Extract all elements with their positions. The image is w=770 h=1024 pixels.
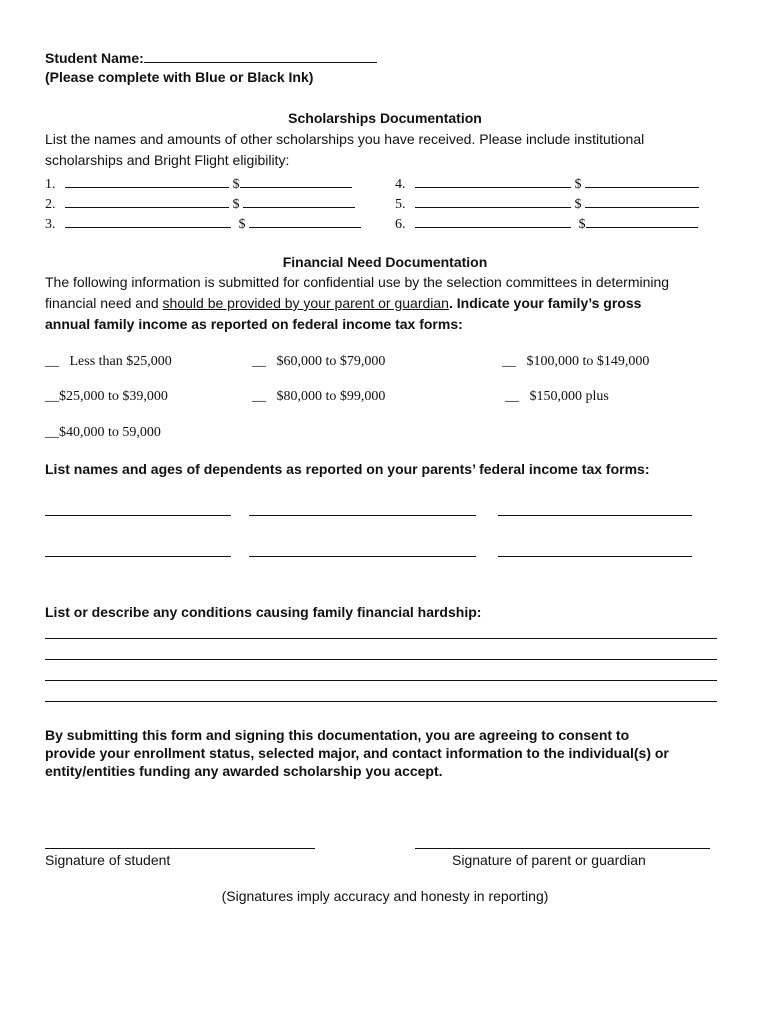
- scholarship-row-1: [45, 173, 352, 193]
- parent-signature-line[interactable]: [415, 848, 710, 849]
- financial-need-title: Financial Need Documentation: [282, 254, 488, 270]
- income-option-60k-79k[interactable]: [252, 354, 385, 370]
- hardship-line[interactable]: [45, 680, 717, 681]
- income-option-under-25k[interactable]: [45, 354, 172, 370]
- student-signature-label: Signature of student: [45, 852, 171, 868]
- scholarship-row-4: [395, 173, 699, 193]
- checkbox-blank[interactable]: __: [252, 354, 266, 369]
- scholarship-amount-line[interactable]: [249, 213, 361, 228]
- dollar-sign: $: [238, 217, 246, 232]
- consent-line-2: provide your enrollment status, selected major, and contact information to the individual(s) or: [45, 745, 669, 761]
- ink-note: (Please complete with Blue or Black Ink): [45, 69, 314, 85]
- scholarship-name-line[interactable]: [415, 173, 571, 188]
- scholarship-amount-line[interactable]: [586, 213, 698, 228]
- income-option-label: $25,000 to $39,000: [59, 389, 168, 404]
- dollar-sign: $: [574, 177, 582, 192]
- income-option-label: Less than $25,000: [69, 354, 172, 369]
- dollar-sign: $: [232, 197, 240, 212]
- consent-line-3: entity/entities funding any awarded scholarship you accept.: [45, 763, 443, 779]
- dependent-line[interactable]: [249, 556, 476, 557]
- row-number: 5.: [395, 197, 406, 212]
- income-option-40k-59k[interactable]: [45, 425, 161, 441]
- scholarship-amount-line[interactable]: [585, 173, 699, 188]
- income-option-label: $80,000 to $99,000: [276, 389, 386, 404]
- scholarship-amount-line[interactable]: [243, 193, 355, 208]
- scholarship-row-3: [45, 213, 361, 233]
- scholarship-amount-line[interactable]: [240, 173, 352, 188]
- hardship-line[interactable]: [45, 659, 717, 660]
- dependent-line[interactable]: [45, 556, 231, 557]
- financial-intro-3: annual family income as reported on federal income tax forms:: [45, 316, 463, 332]
- scholarship-name-line[interactable]: [415, 213, 571, 228]
- student-name-input-line[interactable]: [144, 48, 377, 63]
- scholarship-name-line[interactable]: [415, 193, 571, 208]
- student-name-label: Student Name:: [45, 50, 144, 66]
- hardship-line[interactable]: [45, 701, 717, 702]
- scholarships-instructions-1: List the names and amounts of other scholarships you have received. Please include institutional: [45, 131, 645, 147]
- dependents-label: List names and ages of dependents as reported on your parents’ federal income tax forms:: [45, 461, 650, 477]
- scholarship-amount-line[interactable]: [585, 193, 699, 208]
- financial-intro-2a: financial need and: [45, 295, 163, 311]
- signature-note: (Signatures imply accuracy and honesty in reporting): [221, 888, 549, 904]
- income-option-label: $100,000 to $149,000: [526, 354, 650, 369]
- row-number: 6.: [395, 217, 406, 232]
- scholarships-title: Scholarships Documentation: [288, 110, 482, 126]
- hardship-label: List or describe any conditions causing family financial hardship:: [45, 604, 482, 620]
- consent-line-1: By submitting this form and signing this documentation, you are agreeing to consent to: [45, 727, 630, 743]
- dollar-sign: $: [578, 217, 586, 232]
- dependent-line[interactable]: [45, 515, 231, 516]
- checkbox-blank[interactable]: __: [45, 425, 59, 440]
- parent-signature-label: Signature of parent or guardian: [452, 852, 646, 868]
- row-number: 1.: [45, 177, 56, 192]
- hardship-line[interactable]: [45, 638, 717, 639]
- student-signature-line[interactable]: [45, 848, 315, 849]
- checkbox-blank[interactable]: __: [45, 354, 59, 369]
- parent-guardian-note: should be provided by your parent or guardian: [162, 295, 449, 311]
- dependent-line[interactable]: [249, 515, 476, 516]
- dollar-sign: $: [574, 197, 582, 212]
- financial-intro-2b: . Indicate your family’s gross: [448, 295, 642, 311]
- dollar-sign: $: [232, 177, 240, 192]
- income-option-100k-149k[interactable]: [502, 354, 649, 370]
- scholarship-row-2: [45, 193, 355, 213]
- checkbox-blank[interactable]: __: [252, 389, 266, 404]
- row-number: 3.: [45, 217, 56, 232]
- income-option-80k-99k[interactable]: [252, 389, 385, 405]
- row-number: 4.: [395, 177, 406, 192]
- scholarship-row-6: [395, 213, 698, 233]
- dependent-line[interactable]: [498, 556, 692, 557]
- dependent-line[interactable]: [498, 515, 692, 516]
- scholarship-name-line[interactable]: [65, 173, 229, 188]
- income-option-label: $150,000 plus: [529, 389, 609, 404]
- scholarship-name-line[interactable]: [65, 193, 229, 208]
- income-option-25k-39k[interactable]: [45, 389, 168, 405]
- income-option-150k-plus[interactable]: [505, 389, 609, 405]
- checkbox-blank[interactable]: __: [505, 389, 519, 404]
- checkbox-blank[interactable]: __: [45, 389, 59, 404]
- income-option-label: $60,000 to $79,000: [276, 354, 386, 369]
- financial-intro-1: The following information is submitted for confidential use by the selection committees in determining: [45, 274, 670, 290]
- scholarship-name-line[interactable]: [65, 213, 231, 228]
- financial-intro-2: [45, 295, 641, 311]
- checkbox-blank[interactable]: __: [502, 354, 516, 369]
- row-number: 2.: [45, 197, 56, 212]
- student-name-field[interactable]: [45, 48, 377, 66]
- scholarship-row-5: [395, 193, 699, 213]
- scholarships-instructions-2: scholarships and Bright Flight eligibility:: [45, 152, 290, 168]
- income-option-label: $40,000 to 59,000: [59, 425, 161, 440]
